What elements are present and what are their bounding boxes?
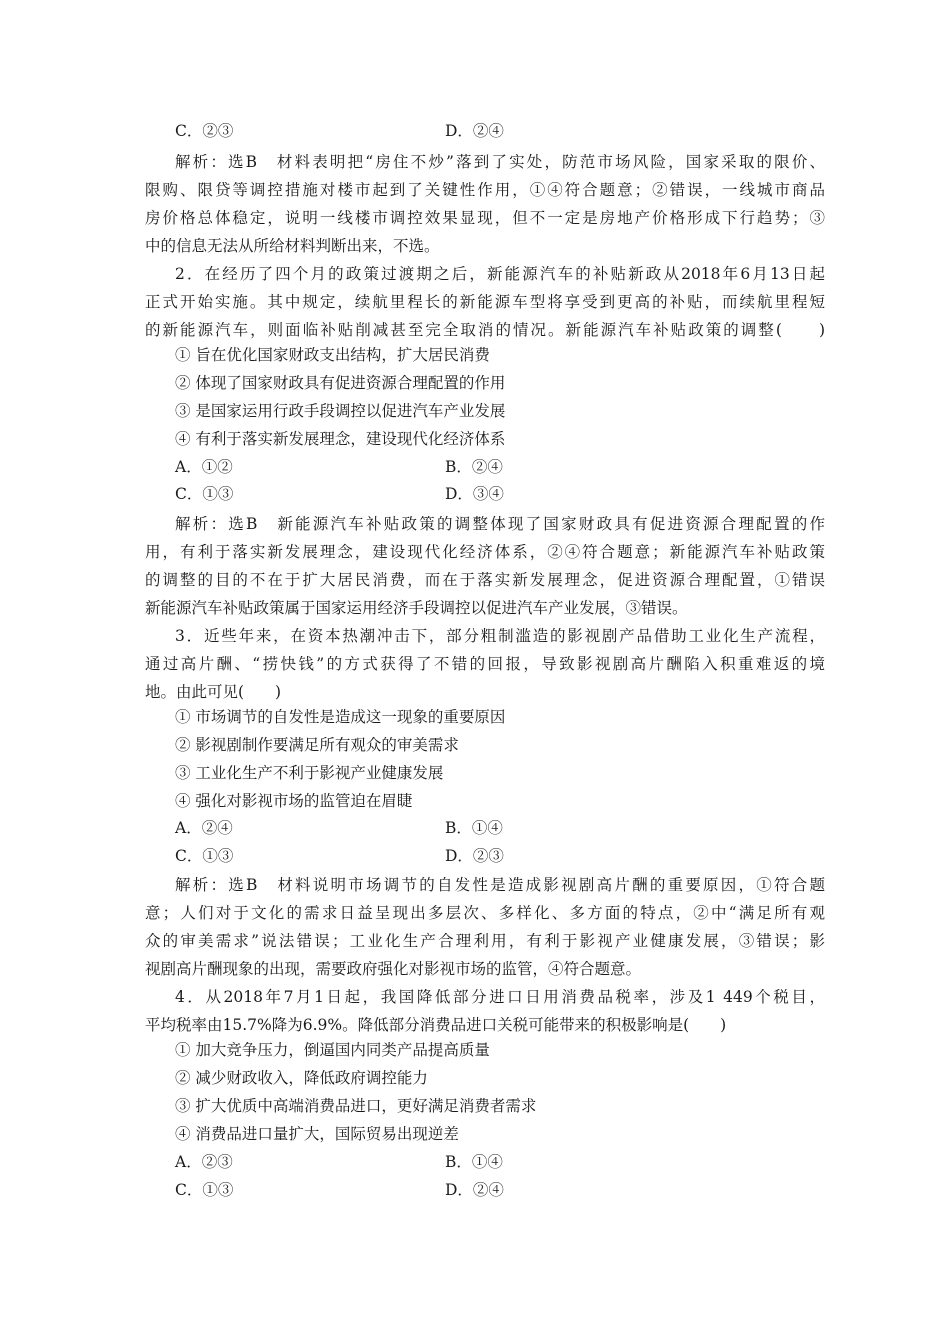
q2-option-c: C．①③: [175, 485, 234, 503]
q2-stem-line: 的新能源汽车，则面临补贴削减甚至完全取消的情况。新能源汽车补贴政策的调整( ): [145, 321, 825, 339]
q4-stem-line: 平均税率由15.7%降为6.9%。降低部分消费品进口关税可能带来的积极影响是( ): [145, 1016, 727, 1034]
q4-item: ① 加大竞争压力，倒逼国内同类产品提高质量: [175, 1041, 490, 1059]
q2-analysis-line: 的调整的目的不在于扩大居民消费，而在于落实新发展理念，促进资源合理配置，①错误: [145, 571, 825, 589]
q4-option-a: A．②③: [175, 1153, 233, 1171]
q3-analysis-line: 众的审美需求”说法错误；工业化生产合理利用，有利于影视产业健康发展，③错误；影: [145, 932, 825, 950]
q1-analysis-line: 解析：选B 材料表明把“房住不炒”落到了实处，防范市场风险，国家采取的限价、: [175, 153, 825, 171]
q2-analysis-line: 新能源汽车补贴政策属于国家运用经济手段调控以促进汽车产业发展，③错误。: [145, 599, 688, 617]
q1-option-d: D．②④: [445, 122, 504, 140]
q3-option-b: B．①④: [445, 819, 503, 837]
q3-analysis-line: 视剧高片酬现象的出现，需要政府强化对影视市场的监管，④符合题意。: [145, 960, 642, 978]
q3-item: ③ 工业化生产不利于影视产业健康发展: [175, 764, 444, 782]
q3-stem-line: 地。由此可见( ): [145, 683, 282, 701]
q3-analysis-line: 意；人们对于文化的需求日益呈现出多层次、多样化、多方面的特点，②中“满足所有观: [145, 904, 825, 922]
q2-item: ① 旨在优化国家财政支出结构，扩大居民消费: [175, 346, 490, 364]
q1-option-c: C．②③: [175, 122, 234, 140]
q2-stem-line: 正式开始实施。其中规定，续航里程长的新能源车型将享受到更高的补贴，而续航里程短: [145, 293, 825, 311]
q3-stem-line: 3．近些年来，在资本热潮冲击下，部分粗制滥造的影视剧产品借助工业化生产流程，: [175, 627, 825, 645]
q4-item: ④ 消费品进口量扩大，国际贸易出现逆差: [175, 1125, 459, 1143]
q2-item: ③ 是国家运用行政手段调控以促进汽车产业发展: [175, 402, 506, 420]
q2-item: ② 体现了国家财政具有促进资源合理配置的作用: [175, 374, 506, 392]
q1-analysis-line: 房价格总体稳定，说明一线楼市调控效果显现，但不一定是房地产价格形成下行趋势；③: [145, 209, 825, 227]
q3-analysis-line: 解析：选B 材料说明市场调节的自发性是造成影视剧高片酬的重要原因，①符合题: [175, 876, 825, 894]
q3-option-d: D．②③: [445, 847, 504, 865]
q2-option-d: D．③④: [445, 485, 504, 503]
q4-item: ② 减少财政收入，降低政府调控能力: [175, 1069, 428, 1087]
q4-option-d: D．②④: [445, 1181, 504, 1199]
q3-item: ② 影视剧制作要满足所有观众的审美需求: [175, 736, 459, 754]
q3-stem-line: 通过高片酬、“捞快钱”的方式获得了不错的回报，导致影视剧高片酬陷入积重难返的境: [145, 655, 825, 673]
q3-item: ① 市场调节的自发性是造成这一现象的重要原因: [175, 708, 506, 726]
q4-item: ③ 扩大优质中高端消费品进口，更好满足消费者需求: [175, 1097, 537, 1115]
q2-analysis-line: 用，有利于落实新发展理念，建设现代化经济体系，②④符合题意；新能源汽车补贴政策: [145, 543, 825, 561]
q2-item: ④ 有利于落实新发展理念，建设现代化经济体系: [175, 430, 506, 448]
q2-analysis-line: 解析：选B 新能源汽车补贴政策的调整体现了国家财政具有促进资源合理配置的作: [175, 515, 825, 533]
q2-option-a: A．①②: [175, 458, 233, 476]
q2-option-b: B．②④: [445, 458, 503, 476]
q4-option-b: B．①④: [445, 1153, 503, 1171]
q4-stem-line: 4．从2018年7月1日起，我国降低部分进口日用消费品税率，涉及1 449个税目，: [175, 988, 825, 1006]
q3-option-a: A．②④: [175, 819, 233, 837]
q1-analysis-line: 限购、限贷等调控措施对楼市起到了关键性作用，①④符合题意；②错误，一线城市商品: [145, 181, 825, 199]
q4-option-c: C．①③: [175, 1181, 234, 1199]
q2-stem-line: 2．在经历了四个月的政策过渡期之后，新能源汽车的补贴新政从2018年6月13日起: [175, 265, 825, 283]
q1-analysis-line: 中的信息无法从所给材料判断出来，不选。: [145, 237, 440, 255]
q3-option-c: C．①③: [175, 847, 234, 865]
q3-item: ④ 强化对影视市场的监管迫在眉睫: [175, 792, 413, 810]
